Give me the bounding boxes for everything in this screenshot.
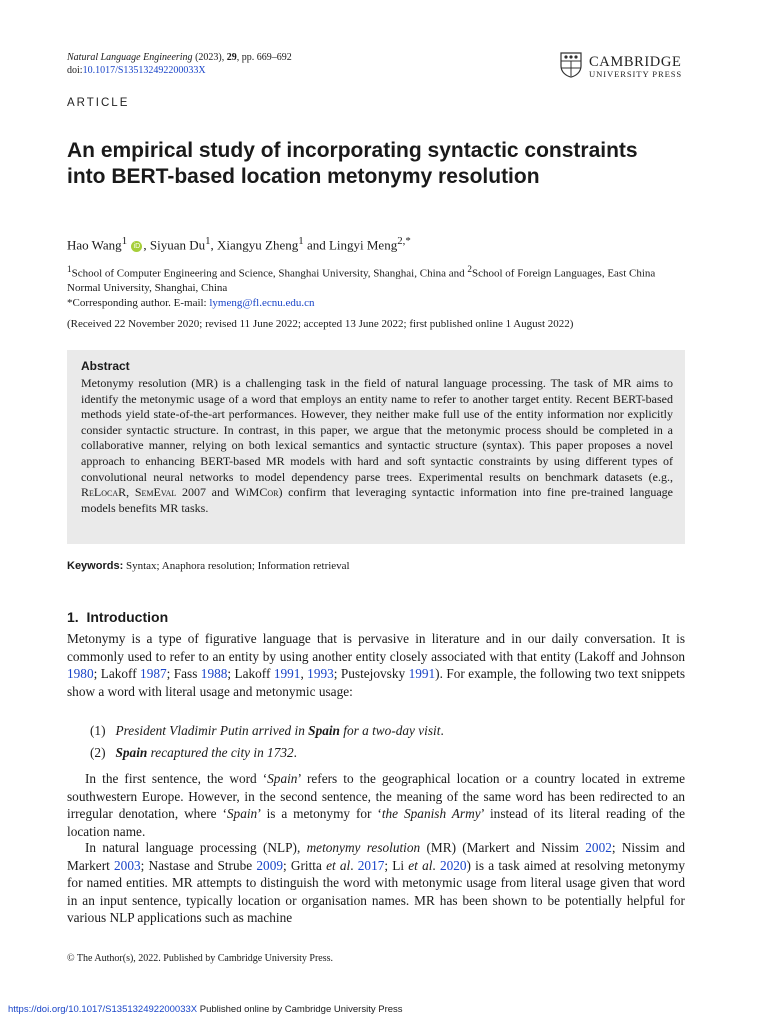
text-run: . — [432, 857, 440, 873]
abstract-part: ) confirm that leveraging syntactic information into fine pre-trained language models benefits MR tasks. — [81, 485, 673, 515]
abstract-box — [67, 350, 685, 544]
italic-run: et al — [326, 857, 351, 873]
dataset-name: WiMCor — [234, 485, 279, 500]
example-entity: Spain — [308, 723, 340, 738]
text-run: In the first sentence, the word ‘ — [85, 771, 268, 786]
footer-published: Published online by Cambridge University Press — [197, 1004, 403, 1015]
text-run: ; Lakoff — [93, 666, 141, 682]
affil-sup: 2 — [467, 264, 472, 274]
text-run: ; Lakoff — [227, 666, 274, 682]
citation-link[interactable]: 2020 — [439, 857, 467, 873]
author-name: Hao Wang — [67, 237, 122, 253]
text-run: ) is a task aimed at resolving metonymy for named entities. MR attempts to distinguish the word with metonymic usage from literal usage given that word in an input sentence, typically location or organisation names. MR has been shown to be potentially helpful for various NLP applications such as machine — [67, 857, 686, 926]
abstract-part: Metonymy resolution (MR) is a challenging task in the field of natural language processing. The task of MR aims to identify the metonymic usage of a word that employs an entity name to refer to another target entity. Recent BERT-based methods yield state-of-the-art performances. However, they neither make full use of the entity information nor explicitly consider syntactic structure. In contrast, in this paper, we argue that the metonymic process should be completed in a collaborative manner, relying on both lexical semantics and syntactic structure (syntax). This paper proposes a novel approach to enhancing BERT-based MR models with hard and soft syntactic constraints by using different types of convolutional neural networks to model dependency parse trees. Experimental results on benchmark datasets (e.g., — [81, 376, 673, 484]
citation-link[interactable]: 2002 — [585, 840, 612, 855]
intro-paragraph-3 — [67, 839, 685, 927]
keywords-text: Syntax; Anaphora resolution; Information retrieval — [123, 560, 350, 572]
text-run: ; Li — [384, 857, 409, 873]
section-heading — [67, 609, 168, 625]
citation-link[interactable]: 1987 — [140, 666, 167, 682]
author-list — [67, 233, 411, 253]
paper-title: An empirical study of incorporating syntactic constraints into BERT-based location metonymy resolution — [67, 139, 638, 188]
author-sup: 1 — [298, 235, 304, 247]
keywords — [67, 560, 350, 572]
publisher-subtitle: UNIVERSITY PRESS — [589, 69, 683, 79]
italic-run: Spain — [226, 806, 258, 822]
corresponding-label: *Corresponding author. E-mail: — [67, 296, 210, 309]
author-sup: 1 — [205, 235, 211, 247]
citation-link[interactable]: 1980 — [67, 666, 94, 682]
text-run: ’ is a metonymy for ‘ — [257, 806, 382, 822]
citation-link[interactable]: 2003 — [114, 857, 141, 873]
affil-text: School of Foreign Languages, East China Normal University, Shanghai, China — [67, 267, 656, 295]
text-run: ; Fass — [166, 666, 201, 682]
example-2 — [90, 744, 297, 761]
dataset-name: ReLocaR — [81, 485, 127, 500]
example-number: (2) — [90, 745, 106, 760]
journal-citation — [67, 51, 292, 77]
text-run: ’ instead of its literal reading of the location name. — [67, 806, 686, 839]
journal-pages: , pp. 669–692 — [236, 52, 292, 63]
footer-doi-link[interactable]: https://doi.org/10.1017/S135132492200033X — [8, 1004, 198, 1015]
example-1 — [90, 722, 444, 739]
citation-link[interactable]: 1991 — [273, 666, 301, 682]
citation-link[interactable]: 1991 — [408, 666, 436, 682]
intro-paragraph-1 — [67, 630, 685, 700]
text-run: Metonymy is a type of figurative language that is pervasive in literature and in our daily conversation. It is commonly used to refer to an entity by using another entity closely associated with that entity (Lakoff and Johnson — [67, 631, 685, 664]
journal-volume: 29 — [226, 52, 237, 63]
copyright-notice: © The Author(s), 2022. Published by Cambridge University Press. — [67, 953, 334, 964]
abstract-heading: Abstract — [81, 359, 130, 373]
keywords-label: Keywords: — [67, 560, 124, 572]
publisher-name: CAMBRIDGE — [589, 54, 682, 70]
journal-year: (2023), — [192, 52, 227, 63]
text-run: ). For example, the following two text snippets show a word with literal usage and metonymic usage: — [67, 666, 686, 699]
citation-link[interactable]: 2009 — [256, 857, 283, 873]
citation-link[interactable]: 2017 — [357, 857, 385, 873]
italic-run: Spain — [267, 771, 298, 786]
example-entity: Spain — [115, 745, 148, 760]
text-run: ; Nissim and Markert — [67, 840, 685, 873]
example-text: President Vladimir Putin arrived in — [115, 723, 309, 738]
italic-run: the Spanish Army — [381, 806, 481, 822]
intro-paragraph-2 — [67, 770, 685, 840]
author-name: , Xiangyu Zheng — [210, 237, 299, 253]
dataset-name: SemEval — [134, 485, 177, 500]
author-sup: 1 — [121, 235, 128, 247]
italic-run: metonymy resolution — [306, 840, 421, 855]
received-dates: (Received 22 November 2020; revised 11 June 2022; accepted 13 June 2022; first published online 1 August 2022) — [67, 318, 574, 330]
example-text: recaptured the city in 1732 — [147, 745, 294, 760]
text-run: ’ refers to the geographical location or a country located in extreme southwestern Europe. However, in the second sentence, the meaning of the same word has been redirected to an irregular denotation, where ‘ — [67, 771, 685, 822]
doi-link[interactable]: 10.1017/S135132492200033X — [82, 65, 206, 76]
text-run: ; Pustejovsky — [333, 666, 409, 682]
abstract-part: 2007 and — [176, 485, 235, 500]
example-text: for a two-day visit — [339, 723, 441, 738]
citation-link[interactable]: 1993 — [307, 666, 334, 682]
text-run: (MR) (Markert and Nissim — [420, 840, 586, 855]
abstract-part: , — [126, 485, 135, 500]
affiliations — [67, 262, 687, 310]
text-run: ; Gritta — [282, 857, 327, 873]
text-run: In natural language processing (NLP), — [85, 840, 307, 855]
abstract-text — [81, 376, 673, 516]
section-number: 1. — [67, 609, 79, 625]
text-run: , — [300, 666, 308, 682]
citation-link[interactable]: 1988 — [200, 666, 228, 682]
text-run: ; Nastase and Strube — [140, 857, 257, 873]
example-end: . — [293, 745, 297, 760]
footer-doi — [8, 1004, 403, 1015]
italic-run: et al — [408, 857, 433, 873]
author-sup: 2,* — [397, 235, 411, 247]
affil-sup: 1 — [67, 264, 72, 274]
crest-icon — [560, 52, 582, 78]
journal-name: Natural Language Engineering — [67, 52, 193, 63]
affil-text: School of Computer Engineering and Science, Shanghai University, Shanghai, China and — [71, 267, 468, 280]
cambridge-logo — [560, 52, 690, 82]
author-name: and Lingyi Meng — [303, 237, 398, 253]
section-title: Introduction — [86, 609, 169, 625]
email-link[interactable]: lymeng@fl.ecnu.edu.cn — [209, 296, 315, 309]
author-name: , Siyuan Du — [143, 237, 206, 253]
orcid-icon[interactable]: iD — [131, 241, 142, 252]
article-type: ARTICLE — [67, 97, 130, 109]
example-end: . — [440, 723, 444, 738]
text-run: . — [350, 857, 358, 873]
doi-prefix: doi: — [67, 65, 83, 76]
example-number: (1) — [90, 723, 106, 738]
